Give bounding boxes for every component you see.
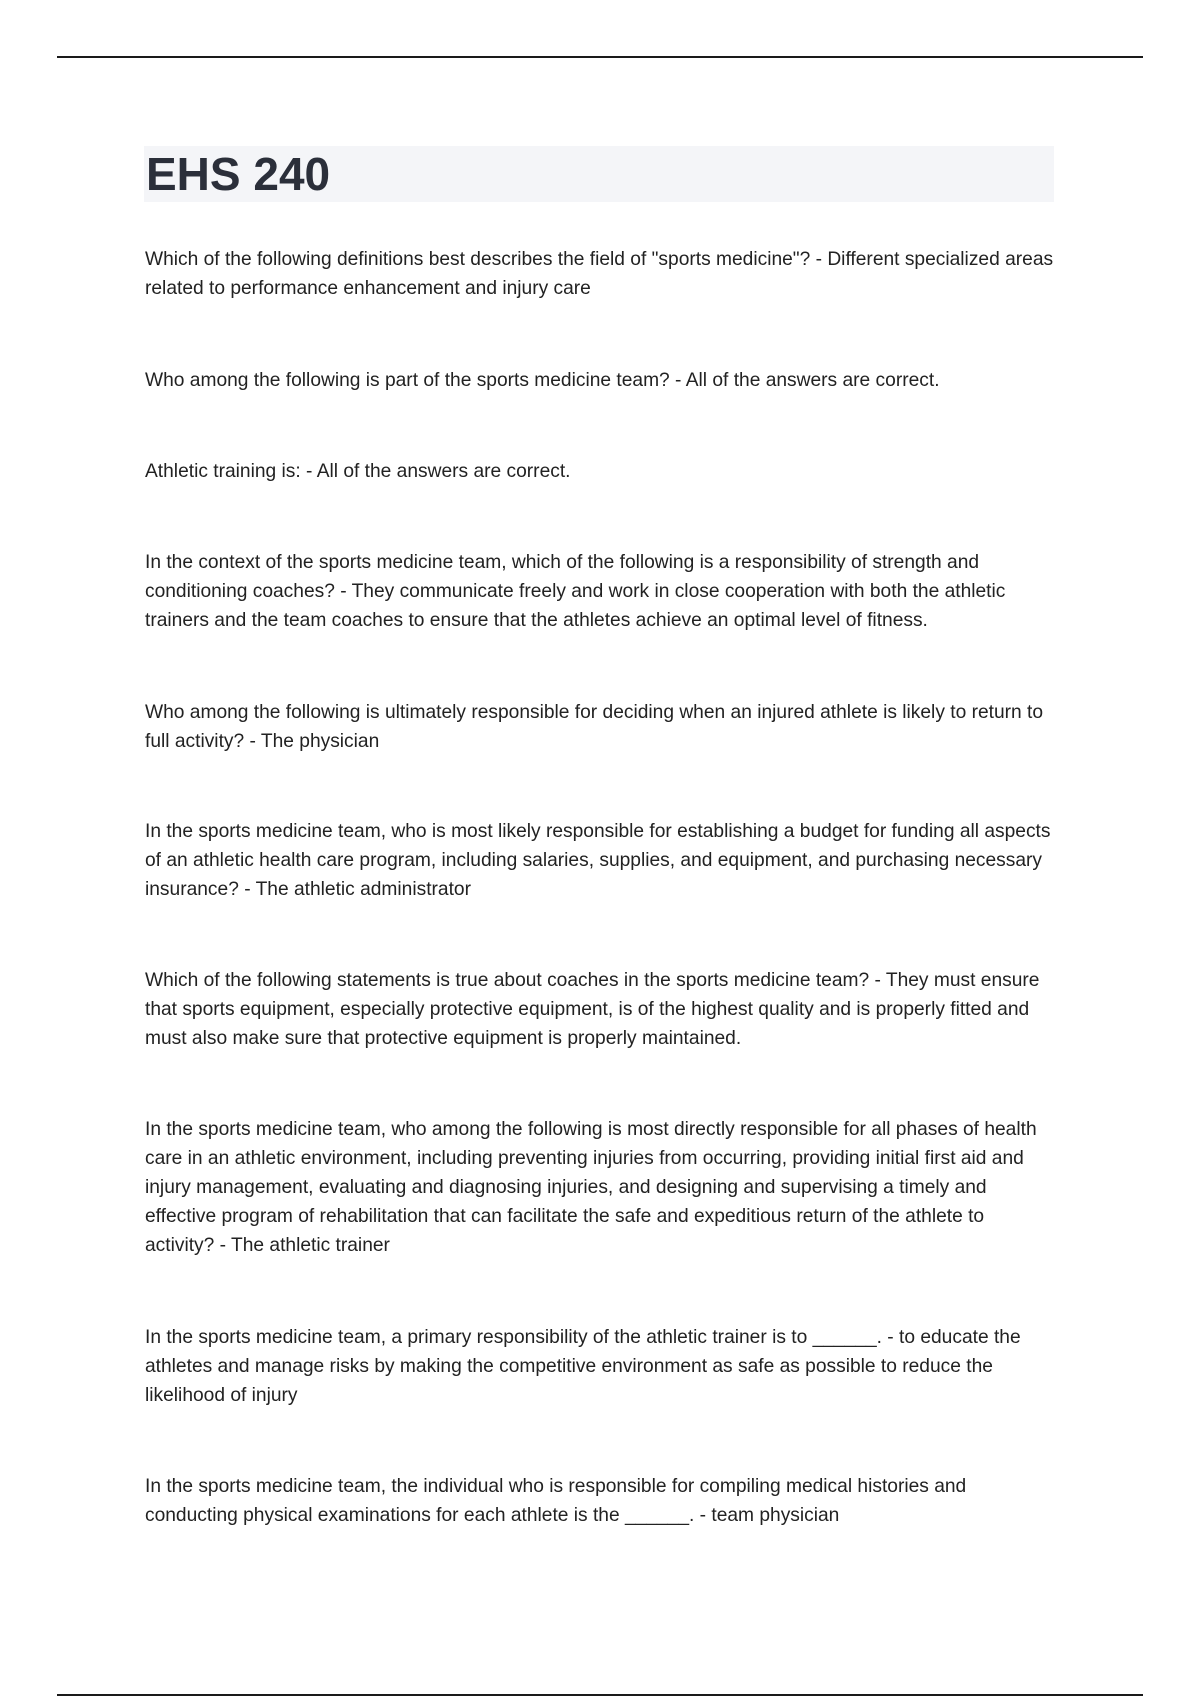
- qa-item-2: Who among the following is part of the sports medicine team? - All of the answers are correct.: [145, 370, 940, 391]
- qa-item-3: Athletic training is: - All of the answers are correct.: [145, 461, 571, 482]
- top-rule: [57, 56, 1143, 58]
- document-title: EHS 240: [146, 148, 331, 200]
- qa-item-6: In the sports medicine team, who is most likely responsible for establishing a budget for funding all aspects of an athletic health care program, including salaries, supplies, and equipment, and purchasing necessary insurance? - The athletic administrator: [145, 821, 1051, 900]
- qa-item-4: In the context of the sports medicine team, which of the following is a responsibility of strength and conditioning coaches? - They communicate freely and work in close cooperation with both the athletic trainers and the team coaches to ensure that the athletes achieve an optimal level of fitness.: [145, 552, 1006, 631]
- qa-item-9: In the sports medicine team, a primary responsibility of the athletic trainer is to ______. - to educate the athletes and manage risks by making the competitive environment as safe as possible to reduce the likelihood of injury: [145, 1327, 1021, 1406]
- qa-item-5: Who among the following is ultimately responsible for deciding when an injured athlete is likely to return to full activity? - The physician: [145, 702, 1044, 752]
- qa-item-8: In the sports medicine team, who among the following is most directly responsible for all phases of health care in an athletic environment, including preventing injuries from occurring, providing initial first aid and injury management, evaluating and diagnosing injuries, and designing and supervising a timely and effective program of rehabilitation that can facilitate the safe and expeditious return of the athlete to activity? - The athletic trainer: [145, 1119, 1037, 1256]
- qa-item-7: Which of the following statements is true about coaches in the sports medicine team? - They must ensure that sports equipment, especially protective equipment, is of the highest quality and is properly fitted and must also make sure that protective equipment is properly maintained.: [145, 970, 1040, 1049]
- qa-item-10: In the sports medicine team, the individual who is responsible for compiling medical histories and conducting physical examinations for each athlete is the ______. - team physician: [145, 1476, 967, 1526]
- bottom-rule: [57, 1694, 1143, 1696]
- qa-item-1: Which of the following definitions best describes the field of "sports medicine"? - Different specialized areas related to performance enhancement and injury care: [145, 249, 1054, 299]
